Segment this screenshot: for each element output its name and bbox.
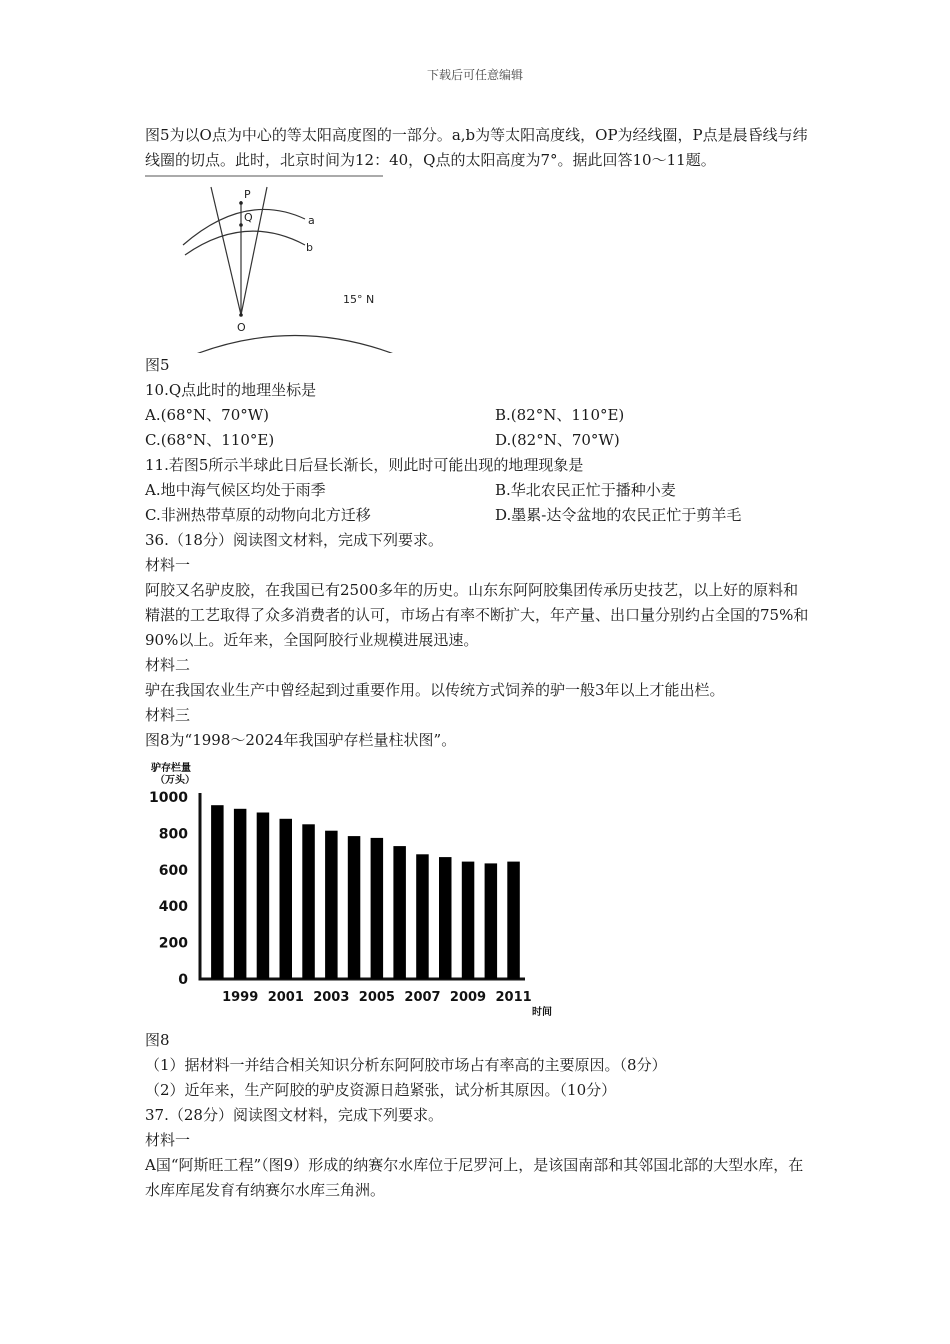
bar-2003 (325, 831, 338, 979)
q36-material2-label: 材料二 (145, 656, 191, 674)
q11-option-d: D.墨累-达令盆地的农民正忙于剪羊毛 (495, 506, 742, 524)
right-radius-line (241, 187, 267, 315)
q11-option-b: B.华北农民正忙于播种小麦 (495, 481, 676, 499)
chart-axes (200, 793, 525, 979)
bar-2001 (280, 819, 293, 979)
chart-xlabel: 时间 (532, 1007, 552, 1018)
isoline-b (185, 231, 305, 255)
q36-title: 36.（18分）阅读图文材料，完成下列要求。 (145, 531, 443, 549)
q36-sub1: （1）据材料一并结合相关知识分析东阿阿胶市场占有率高的主要原因。（8分） (145, 1056, 667, 1074)
chart-ylabel-line1: 驴存栏量 (151, 763, 191, 774)
q36-material2-text: 驴在我国农业生产中曾经起到过重要作用。以传统方式饲养的驴一般3年以上才能出栏。 (145, 681, 725, 699)
y-tick-label: 1000 (149, 790, 188, 806)
bar-2009 (462, 862, 475, 979)
q36-sub2: （2）近年来，生产阿胶的驴皮资源日趋紧张，试分析其原因。（10分） (145, 1081, 617, 1099)
figure-8-caption: 图8 (145, 1031, 170, 1049)
x-tick-label: 2011 (495, 990, 532, 1005)
q36-material1-text: 阿胶又名驴皮胶，在我国已有2500多年的历史。山东东阿阿胶集团传承历史技艺，以上好的原料和精湛的工艺取得了众多消费者的认可，市场占有率不断扩大，年产量、出口量分别约占全国的75%和90%以上。近年来，全国阿胶行业规模进展迅速。 (145, 581, 809, 649)
q11-options-row1 (145, 478, 810, 503)
q36-material3-label: 材料三 (145, 706, 191, 724)
bar-2005 (371, 838, 384, 979)
x-tick-label: 2001 (267, 990, 304, 1005)
point-p-dot (239, 201, 243, 205)
q10-option-b: B.(82°N、110°E) (495, 406, 625, 424)
y-tick-label: 200 (158, 935, 188, 952)
chart-ylabel-line2: （万头） (155, 775, 195, 786)
x-tick-label: 2007 (404, 990, 441, 1005)
y-tick-label: 0 (178, 972, 188, 988)
bar-2007 (416, 854, 429, 979)
figure-5 (145, 173, 810, 353)
q37-material1-label: 材料一 (145, 1131, 191, 1149)
document-body (145, 123, 810, 1203)
sun-altitude-diagram (145, 173, 810, 353)
bar-2002 (302, 824, 315, 979)
bar-2006 (393, 846, 406, 979)
point-o-dot (239, 313, 243, 317)
q10-option-a: A.(68°N、70°W) (145, 406, 270, 424)
bar-1999 (234, 809, 247, 979)
bar-2011 (507, 862, 520, 979)
left-radius-line (211, 187, 241, 315)
q11-stem: 11.若图5所示半球此日后昼长渐长，则此时可能出现的地理现象是 (145, 456, 584, 474)
donkey-stock-bar-chart (145, 753, 810, 1028)
bar-2000 (257, 813, 270, 980)
q11-option-c: C.非洲热带草原的动物向北方迁移 (145, 506, 371, 524)
figure-5-caption: 图5 (145, 356, 170, 374)
q37-material1-text: A国“阿斯旺工程”（图9）形成的纳赛尔水库位于尼罗河上，是该国南部和其邻国北部的大型水库，在水库库尾发育有纳赛尔水库三角洲。 (145, 1156, 804, 1199)
label-o: O (237, 321, 246, 334)
q10-options-row1 (145, 403, 810, 428)
figure-8 (145, 753, 810, 1028)
q10-options-row2 (145, 428, 810, 453)
q10-stem: 10.Q点此时的地理坐标是 (145, 381, 317, 399)
bar-2004 (348, 836, 361, 979)
q37-title: 37.（28分）阅读图文材料，完成下列要求。 (145, 1106, 443, 1124)
label-q: Q (244, 211, 253, 224)
y-tick-label: 800 (158, 826, 188, 843)
x-tick-label: 2009 (449, 990, 487, 1005)
point-q-dot (239, 223, 243, 227)
x-tick-label: 2005 (358, 990, 395, 1005)
q11-options-row2 (145, 503, 810, 528)
latitude-15n-line (145, 336, 445, 354)
label-lat-15n: 15° N (343, 293, 375, 306)
label-a: a (308, 214, 315, 227)
q36-material1-label: 材料一 (145, 556, 191, 574)
bar-2010 (485, 863, 498, 979)
intro-q10-11: 图5为以O点为中心的等太阳高度图的一部分。a,b为等太阳高度线，OP为经线圈，P点是晨昏线与纬线圈的切点。此时，北京时间为12：40，Q点的太阳高度为7°。据此回答10～11题。 (145, 126, 808, 169)
label-p: P (244, 188, 251, 201)
q11-option-a: A.地中海气候区均处于雨季 (145, 481, 326, 499)
q36-material3-text: 图8为“1998～2024年我国驴存栏量柱状图”。 (145, 731, 457, 749)
y-tick-label: 600 (158, 862, 188, 879)
q10-option-d: D.(82°N、70°W) (495, 431, 620, 449)
page-header: 下载后可任意编辑 (426, 68, 523, 82)
q10-option-c: C.(68°N、110°E) (145, 431, 275, 449)
y-tick-label: 400 (158, 899, 188, 916)
x-tick-label: 2003 (313, 990, 350, 1005)
label-b: b (306, 241, 313, 254)
bar-1998 (211, 805, 224, 979)
bar-2008 (439, 857, 452, 979)
x-tick-label: 1999 (222, 990, 259, 1005)
